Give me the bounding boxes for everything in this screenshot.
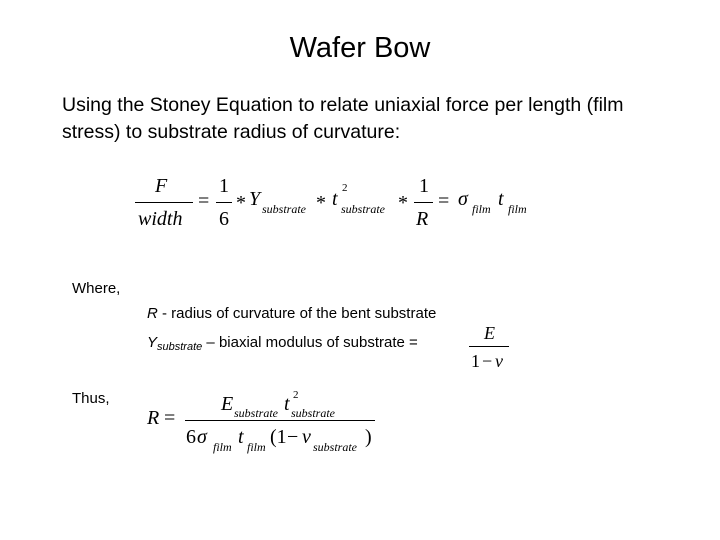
eq1-r-denominator: R — [416, 208, 429, 230]
thus-den-minus: − — [287, 426, 299, 448]
eq1-multiply-2: * — [316, 192, 326, 214]
eq1-r-numerator: 1 — [419, 175, 429, 197]
where-label: Where, — [72, 280, 121, 297]
where-frac-den-nu: ν — [495, 351, 503, 371]
intro-text: Using the Stoney Equation to relate uniaxial force per length (film stress) to substrate radius of curvature: — [62, 94, 624, 143]
where-r-definition — [147, 305, 436, 322]
eq1-const-fraction-line — [216, 202, 232, 203]
where-y-symbol: Y — [147, 334, 158, 351]
eq1-t-superscript: 2 — [342, 182, 348, 194]
thus-den-six: 6 — [186, 426, 196, 448]
eq1-tfilm: t — [498, 188, 504, 210]
thus-num-t-subscript: substrate — [291, 406, 336, 420]
thus-num-E-subscript: substrate — [234, 406, 279, 420]
where-frac-line — [469, 346, 509, 347]
thus-den-v: v — [302, 426, 311, 448]
eq1-equals-2: = — [438, 190, 450, 212]
eq1-lhs-fraction-line — [135, 202, 193, 203]
thus-equals: = — [164, 407, 176, 429]
thus-fraction-line — [185, 420, 375, 421]
thus-label: Thus, — [72, 390, 110, 407]
eq1-multiply-3: * — [398, 192, 408, 214]
thus-den-sigma-subscript: film — [213, 440, 232, 454]
eq1-Y: Y — [249, 188, 261, 210]
where-frac-den-minus: − — [482, 351, 493, 371]
thus-den-t: t — [238, 426, 244, 448]
eq1-Y-subscript: substrate — [262, 202, 307, 216]
eq1-const-numerator: 1 — [219, 175, 229, 197]
where-frac-den-one: 1 — [471, 351, 480, 371]
where-y-description: – biaxial modulus of substrate = — [202, 334, 418, 351]
where-r-symbol: R — [147, 305, 158, 322]
eq1-t: t — [332, 188, 338, 210]
thus-num-t-superscript: 2 — [293, 389, 299, 401]
eq1-sigma-subscript: film — [472, 202, 491, 216]
eq1-tfilm-subscript: film — [508, 202, 527, 216]
slide-title: Wafer Bow — [289, 32, 431, 64]
eq1-sigma: σ — [458, 188, 468, 210]
thus-den-sigma: σ — [197, 426, 207, 448]
where-y-subscript: substrate — [157, 341, 203, 353]
thus-R: R — [147, 407, 160, 429]
where-r-description: - radius of curvature of the bent substrate — [157, 305, 437, 322]
where-y-definition — [147, 334, 418, 351]
eq1-lhs-denominator: width — [138, 208, 183, 230]
eq1-equals-1: = — [198, 190, 210, 212]
eq1-multiply-1: * — [236, 192, 246, 214]
thus-den-t-subscript: film — [247, 440, 266, 454]
eq1-lhs-numerator: F — [155, 175, 168, 197]
thus-num-t: t — [284, 393, 290, 415]
eq1-const-denominator: 6 — [219, 208, 229, 230]
thus-den-open: (1 — [270, 426, 287, 448]
thus-den-close: ) — [365, 426, 372, 448]
thus-den-v-subscript: substrate — [313, 440, 358, 454]
where-frac-numerator: E — [484, 323, 495, 343]
eq1-r-fraction-line — [414, 202, 433, 203]
eq1-t-subscript: substrate — [341, 202, 386, 216]
thus-num-E: E — [221, 393, 234, 415]
